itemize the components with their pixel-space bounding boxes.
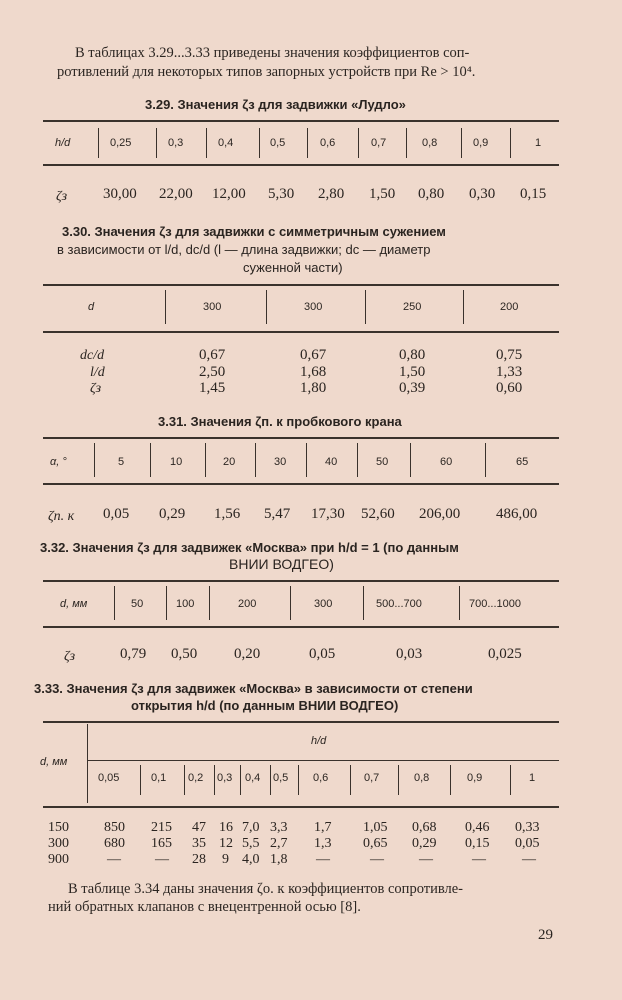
table-3-32-caption-2: ВНИИ ВОДГЕО): [229, 556, 334, 572]
table-3-29-cell: 22,00: [159, 186, 193, 202]
table-3-31-header: 10: [170, 456, 183, 468]
table-3-29-header: 0,8: [422, 137, 438, 149]
table-3-33-caption-1: 3.33. Значения ζз для задвижек «Москва» в зависимости от степени: [34, 681, 473, 696]
table-3-32-cell: 0,50: [171, 646, 198, 662]
table-3-32-caption-1: 3.32. Значения ζз для задвижек «Москва» при h/d = 1 (по данным: [40, 540, 459, 555]
table-3-33-cell: 28: [192, 852, 206, 867]
table-3-33-cell: 1,8: [270, 852, 288, 867]
table-3-31-header: 30: [274, 456, 287, 468]
table-3-30-cell: 0,67: [199, 347, 226, 363]
table-3-33-row-label: d, мм: [40, 756, 68, 768]
table-3-33-cell: —: [472, 852, 486, 867]
table-3-33-header: 0,1: [151, 772, 167, 784]
table-3-32-cell: 0,03: [396, 646, 423, 662]
table-3-33-cell: —: [419, 852, 433, 867]
table-3-31-cell: 52,60: [361, 506, 395, 522]
table-3-33-cell: 1,3: [314, 836, 332, 851]
table-3-33-header: 0,7: [364, 772, 380, 784]
table-3-33-cell: 2,7: [270, 836, 288, 851]
table-3-30-cell: 0,39: [399, 380, 426, 396]
table-3-33-cell: 0,68: [412, 820, 437, 835]
table-3-31-cell: 5,47: [264, 506, 291, 522]
table-3-30-row-label-l: l/d: [90, 365, 105, 380]
table-3-33-header: 0,2: [188, 772, 204, 784]
table-3-29-cell: 0,15: [520, 186, 547, 202]
table-3-31-cell: 0,29: [159, 506, 186, 522]
table-3-33-cell: 4,0: [242, 852, 260, 867]
table-3-32-cell: 0,20: [234, 646, 261, 662]
table-3-33-cell: 9: [222, 852, 229, 867]
table-3-33-cell: 215: [151, 820, 172, 835]
table-3-29-top-rule: [43, 120, 559, 122]
table-3-29-header: 0,6: [320, 137, 336, 149]
table-3-33-cell: —: [316, 852, 330, 867]
table-3-30-cell: 0,80: [399, 347, 426, 363]
table-3-33-cell: 0,15: [465, 836, 490, 851]
table-3-30-cell: 0,67: [300, 347, 327, 363]
intro-line-2: ротивлений для некоторых типов запорных устройств при Re > 10⁴.: [57, 64, 476, 80]
table-3-33-cell: 1,05: [363, 820, 388, 835]
table-3-30-row-label-zeta: ζз: [90, 381, 102, 396]
table-3-33-cell: 0,46: [465, 820, 490, 835]
table-3-32-cell: 0,79: [120, 646, 147, 662]
table-3-33-header: 0,5: [273, 772, 289, 784]
table-3-31-header: 5: [118, 456, 125, 468]
table-3-33-header: 0,8: [414, 772, 430, 784]
table-3-29-cell: 1,50: [369, 186, 396, 202]
table-3-30-header: 250: [403, 301, 422, 313]
table-3-29-header: 0,9: [473, 137, 489, 149]
table-3-33-cell: 680: [104, 836, 125, 851]
table-3-31-header: 50: [376, 456, 389, 468]
table-3-29-header: 0,4: [218, 137, 234, 149]
table-3-30-row-label: d: [88, 301, 95, 313]
table-3-33-header: 0,9: [467, 772, 483, 784]
table-3-30-cell: 1,50: [399, 364, 426, 380]
table-3-32-header: 50: [131, 598, 144, 610]
table-3-29-row-label: h/d: [55, 137, 71, 149]
table-3-33-cell: —: [522, 852, 536, 867]
table-3-30-cell: 2,50: [199, 364, 226, 380]
table-3-33-caption-2: открытия h/d (по данным ВНИИ ВОДГЕО): [131, 698, 399, 713]
table-3-33-cell: 0,05: [515, 836, 540, 851]
table-3-33-cell: 12: [219, 836, 233, 851]
table-3-30-header: 300: [304, 301, 323, 313]
table-3-31-header: 60: [440, 456, 453, 468]
table-3-29-header: 0,3: [168, 137, 184, 149]
table-3-32-cell: 0,05: [309, 646, 336, 662]
table-3-33-cell: 16: [219, 820, 233, 835]
table-3-30-caption-1: 3.30. Значения ζз для задвижки с симметричным сужением: [62, 224, 446, 239]
page-number: 29: [538, 927, 553, 943]
table-3-29-header: 1: [535, 137, 542, 149]
table-3-30-header: 200: [500, 301, 519, 313]
table-3-33-cell: 3,3: [270, 820, 288, 835]
table-3-33-header: 0,4: [245, 772, 261, 784]
table-3-31-cell: 17,30: [311, 506, 345, 522]
table-3-30-cell: 1,45: [199, 380, 226, 396]
table-3-29-cell: 2,80: [318, 186, 345, 202]
table-3-33-row-label-300: 300: [48, 836, 69, 851]
table-3-32-value-label: ζз: [64, 649, 76, 664]
table-3-32-row-label: d, мм: [60, 598, 88, 610]
table-3-33-cell: 0,29: [412, 836, 437, 851]
table-3-29-header: 0,25: [110, 137, 132, 149]
table-3-29-header: 0,5: [270, 137, 286, 149]
table-3-29-cell: 5,30: [268, 186, 295, 202]
table-3-32-header: 300: [314, 598, 333, 610]
table-3-31-cell: 206,00: [419, 506, 461, 522]
table-3-33-cell: 0,33: [515, 820, 540, 835]
table-3-31-cell: 486,00: [496, 506, 538, 522]
table-3-33-cell: 35: [192, 836, 206, 851]
table-3-33-header: 0,3: [217, 772, 233, 784]
table-3-30-header: 300: [203, 301, 222, 313]
table-3-33-row-label-150: 150: [48, 820, 69, 835]
table-3-31-caption: 3.31. Значения ζп. к пробкового крана: [158, 414, 402, 429]
table-3-33-cell: —: [107, 852, 121, 867]
table-3-32-header: 500...700: [376, 598, 422, 610]
table-3-30-row-label-dc: dc/d: [80, 348, 105, 363]
table-3-31-header: 40: [325, 456, 338, 468]
table-3-30-caption-3: суженной части): [243, 260, 343, 275]
intro-line-1: В таблицах 3.29...3.33 приведены значения коэффициентов соп-: [75, 45, 470, 61]
table-3-29-header-rule: [43, 164, 559, 166]
table-3-33-cell: 7,0: [242, 820, 260, 835]
table-3-29-value-label: ζз: [56, 189, 68, 204]
table-3-33-cell: 47: [192, 820, 206, 835]
table-3-31-header: 65: [516, 456, 529, 468]
table-3-29-header: 0,7: [371, 137, 387, 149]
table-3-33-cell: 5,5: [242, 836, 260, 851]
table-3-29-cell: 0,80: [418, 186, 445, 202]
table-3-31-header: 20: [223, 456, 236, 468]
table-3-33-header: 1: [529, 772, 536, 784]
table-3-29-cell: 0,30: [469, 186, 496, 202]
table-3-33-cell: 1,7: [314, 820, 332, 835]
table-3-33-cell: —: [155, 852, 169, 867]
table-3-30-caption-2: в зависимости от l/d, dc/d (l — длина задвижки; dc — диаметр: [57, 242, 431, 257]
table-3-29-caption: 3.29. Значения ζз для задвижки «Лудло»: [145, 97, 406, 112]
table-3-32-cell: 0,025: [488, 646, 522, 662]
table-3-31-value-label: ζп. к: [48, 509, 75, 524]
table-3-33-cell: 165: [151, 836, 172, 851]
table-3-33-cell: —: [370, 852, 384, 867]
table-3-33-group-label: h/d: [311, 735, 327, 747]
table-3-32-header: 100: [176, 598, 195, 610]
table-3-33-row-label-900: 900: [48, 852, 69, 867]
table-3-30-cell: 1,80: [300, 380, 327, 396]
table-3-30-cell: 0,60: [496, 380, 523, 396]
table-3-32-header: 700...1000: [469, 598, 521, 610]
table-3-30-cell: 1,33: [496, 364, 523, 380]
table-3-31-cell: 0,05: [103, 506, 130, 522]
table-3-31-row-label: α, °: [50, 456, 67, 468]
table-3-32-header: 200: [238, 598, 257, 610]
table-3-29-cell: 30,00: [103, 186, 137, 202]
table-3-31-cell: 1,56: [214, 506, 241, 522]
table-3-29-cell: 12,00: [212, 186, 246, 202]
table-3-30-cell: 0,75: [496, 347, 523, 363]
table-3-33-cell: 850: [104, 820, 125, 835]
table-3-33-header: 0,05: [98, 772, 120, 784]
outro-line-2: ний обратных клапанов с внецентренной осью [8].: [48, 899, 361, 915]
table-3-33-cell: 0,65: [363, 836, 388, 851]
table-3-33-header: 0,6: [313, 772, 329, 784]
table-3-30-cell: 1,68: [300, 364, 327, 380]
outro-line-1: В таблице 3.34 даны значения ζо. к коэффициентов сопротивле-: [68, 881, 464, 897]
